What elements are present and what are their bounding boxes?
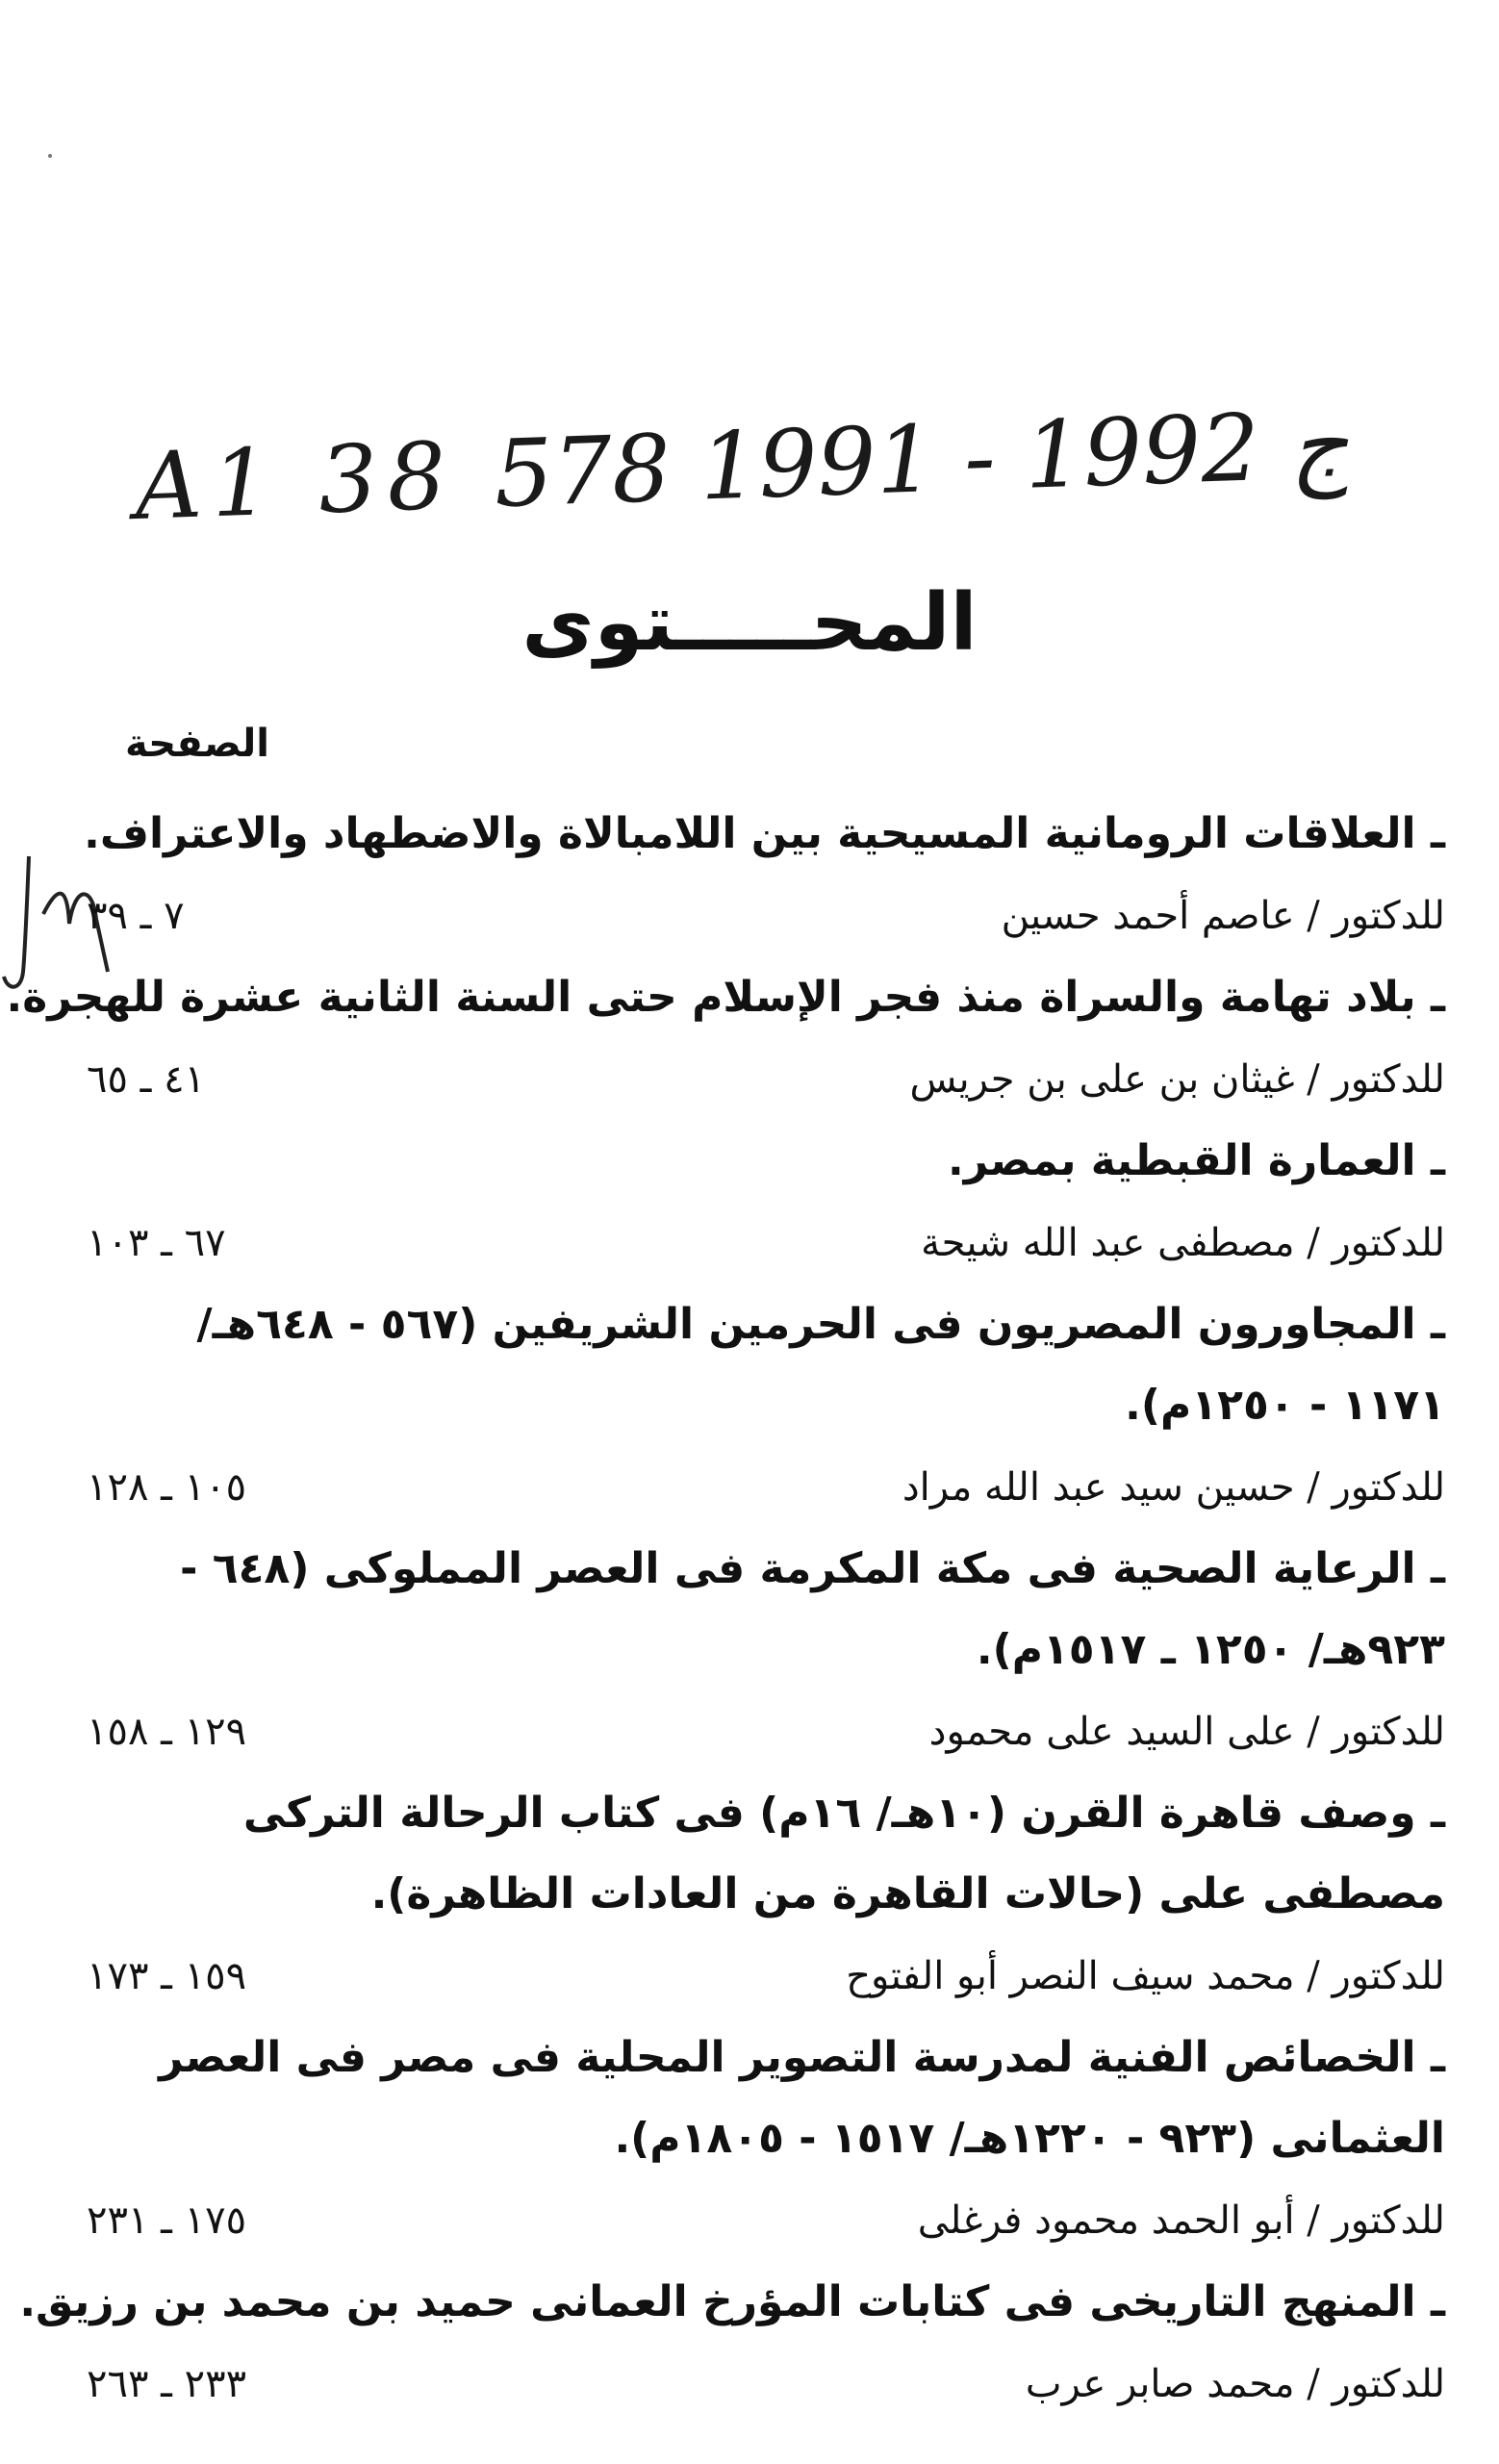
toc-entry-author-row: [0, 1038, 1499, 1121]
toc-entry-author-row: [0, 1690, 1499, 1773]
toc-entry-author-row: [0, 1935, 1499, 2018]
toc-entry-author-row: [0, 2343, 1499, 2426]
toc-entry: [0, 2262, 1499, 2426]
toc-entry: [0, 2018, 1499, 2262]
toc-entry-title: ـ الخصائص الفنية لمدرسة التصوير المحلية فى مصر فى العصر: [159, 2033, 1445, 2082]
toc-entry: [0, 957, 1499, 1121]
toc-entry-author: للدكتور / محمد صابر عرب: [1025, 2362, 1445, 2406]
toc-entry-title: ـ المجاورون المصريون فى الحرمين الشريفين (٥٦٧ - ٦٤٨هـ/: [196, 1300, 1445, 1349]
page-column-header: الصفحة: [125, 722, 270, 766]
toc-entry-author: للدكتور / عاصم أحمد حسين: [1001, 894, 1445, 938]
toc-entry-title: ـ بلاد تهامة والسراة منذ فجر الإسلام حتى السنة الثانية عشرة للهجرة.: [6, 973, 1445, 1022]
toc-entry-title: ١١٧١ - ١٢٥٠م).: [1125, 1381, 1445, 1430]
toc-entry-author-row: [0, 875, 1499, 957]
toc-entry: [0, 1773, 1499, 2018]
toc-entry-title: ـ العمارة القبطية بمصر.: [948, 1136, 1445, 1185]
toc-entry-pages: ٢٣٣ ـ ٢٦٣: [87, 2362, 247, 2406]
toc-entry-author: للدكتور / على السيد على محمود: [928, 1710, 1445, 1754]
toc-entry-title: ـ الرعاية الصحية فى مكة المكرمة فى العصر المملوكى (٦٤٨ -: [180, 1544, 1445, 1593]
toc-entry: [0, 794, 1499, 957]
toc-entry: [0, 1121, 1499, 1284]
scan-speck: [48, 154, 52, 158]
toc-entry-author: للدكتور / أبو الحمد محمود فرغلى: [917, 2198, 1445, 2243]
toc-entry: [0, 1284, 1499, 1529]
page-title: المحـــــتوى: [521, 577, 978, 669]
toc-entry-author: للدكتور / حسين سيد عبد الله مراد: [902, 1465, 1445, 1510]
table-of-contents: [0, 794, 1499, 2426]
toc-entry-author: للدكتور / غيثان بن على بن جريس: [909, 1057, 1445, 1102]
toc-entry-title: العثمانى (٩٢٣ - ١٢٢٠هـ/ ١٥١٧ - ١٨٠٥م).: [614, 2114, 1445, 2163]
toc-entry-author-row: [0, 2179, 1499, 2262]
toc-entry-author: للدكتور / محمد سيف النصر أبو الفتوح: [846, 1954, 1445, 1998]
toc-entry-pages: ١٠٥ ـ ١٢٨: [87, 1465, 247, 1510]
toc-entry-author-row: [0, 1446, 1499, 1529]
toc-entry-title: ـ العلاقات الرومانية المسيحية بين اللامبالاة والاضطهاد والاعتراف.: [84, 809, 1445, 858]
toc-entry-title: مصطفى على (حالات القاهرة من العادات الظاهرة).: [370, 1869, 1445, 1918]
toc-entry-title: ـ وصف قاهرة القرن (١٠هـ/ ١٦م) فى كتاب الرحالة التركى: [242, 1789, 1445, 1838]
toc-entry-pages: ٤١ ـ ٦٥: [87, 1057, 206, 1102]
toc-entry-pages: ٧ ـ ٣٩: [87, 894, 185, 938]
toc-entry-pages: ١٢٩ ـ ١٥٨: [87, 1710, 247, 1754]
toc-entry-author-row: [0, 1202, 1499, 1284]
toc-entry-title: ٩٢٣هـ/ ١٢٥٠ ـ ١٥١٧م).: [976, 1625, 1445, 1674]
toc-entry-pages: ١٧٥ ـ ٢٣١: [87, 2198, 247, 2243]
toc-entry-pages: ١٥٩ ـ ١٧٣: [87, 1954, 247, 1998]
toc-entry-pages: ٦٧ ـ ١٠٣: [87, 1221, 226, 1265]
handwritten-catalog-note: A1 38 ج 1992 - 1991 578: [133, 391, 1351, 541]
toc-entry-author: للدكتور / مصطفى عبد الله شيحة: [921, 1221, 1445, 1265]
toc-entry-title: ـ المنهج التاريخى فى كتابات المؤرخ العمانى حميد بن محمد بن رزيق.: [19, 2277, 1445, 2326]
toc-entry: [0, 1529, 1499, 1773]
